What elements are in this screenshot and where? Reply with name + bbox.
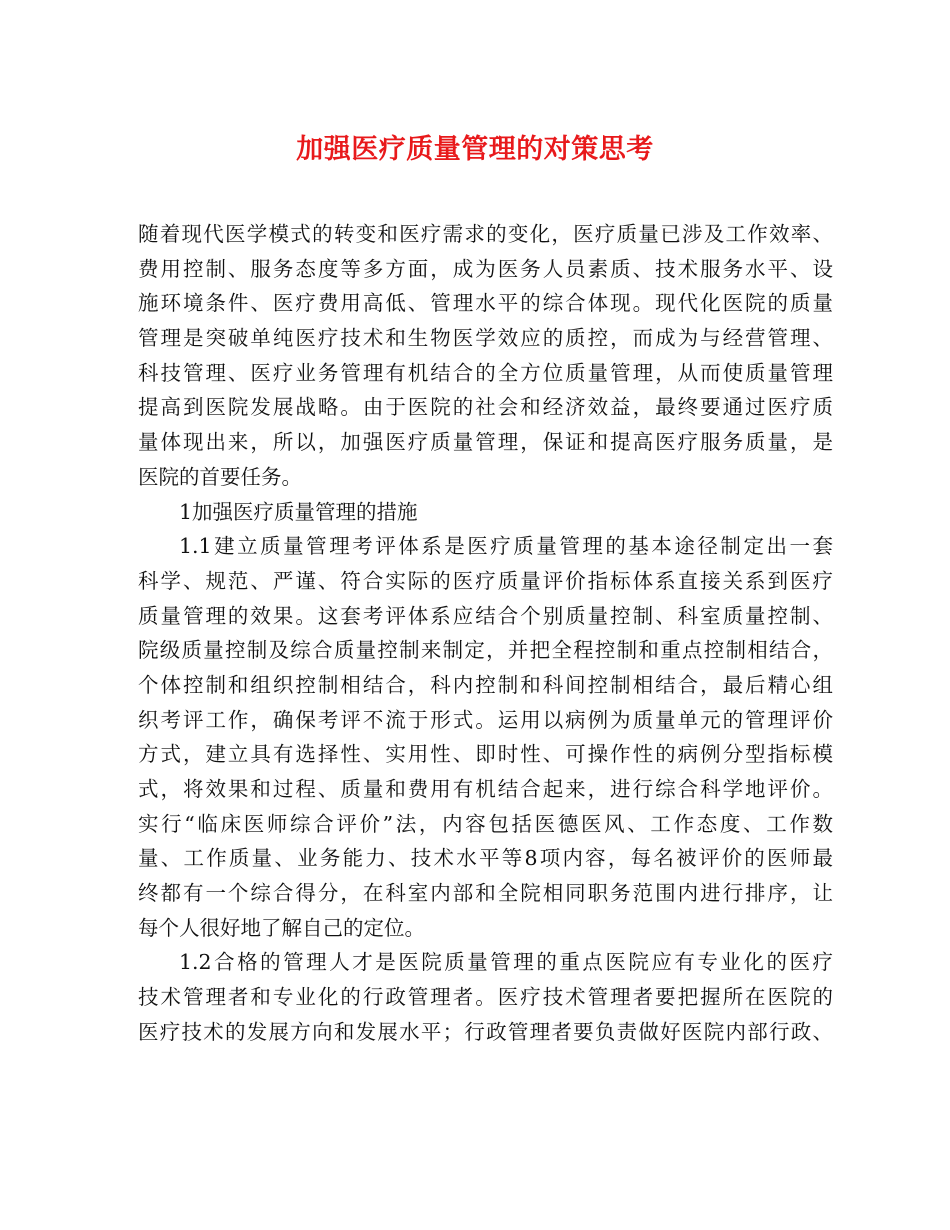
body-line: 每个人很好地了解自己的定位。	[138, 915, 425, 940]
body-line: 质量管理的效果。这套考评体系应结合个别质量控制、科室质量控制、	[138, 603, 833, 628]
body-line: 医疗技术的发展方向和发展水平；行政管理者要负责做好医院内部行政、	[138, 1019, 833, 1044]
document-title: 加强医疗质量管理的对策思考	[296, 134, 654, 165]
subsection-heading-line: 1.2合格的管理人才是医院质量管理的重点医院应有专业化的医疗	[179, 950, 833, 975]
body-line: 个体控制和组织控制相结合，科内控制和科间控制相结合，最后精心组	[138, 672, 833, 697]
body-line: 科技管理、医疗业务管理有机结合的全方位质量管理，从而使质量管理	[138, 360, 833, 385]
body-line: 随着现代医学模式的转变和医疗需求的变化，医疗质量已涉及工作效率、	[138, 222, 833, 246]
body-line: 管理是突破单纯医疗技术和生物医学效应的质控，而成为与经营管理、	[138, 326, 833, 351]
body-line: 量体现出来，所以，加强医疗质量管理，保证和提高医疗服务质量，是	[138, 430, 833, 455]
body-line: 织考评工作，确保考评不流于形式。运用以病例为质量单元的管理评价	[138, 707, 833, 732]
body-line: 提高到医院发展战略。由于医院的社会和经济效益，最终要通过医疗质	[138, 395, 833, 420]
body-line: 量、工作质量、业务能力、技术水平等8项内容，每名被评价的医师最	[138, 846, 833, 871]
body-line: 式，将效果和过程、质量和费用有机结合起来，进行综合科学地评价。	[138, 777, 833, 801]
body-line: 终都有一个综合得分，在科室内部和全院相同职务范围内进行排序，让	[138, 881, 833, 906]
body-line: 实行“临床医师综合评价”法，内容包括医德医风、工作态度、工作数	[138, 811, 833, 836]
body-line: 费用控制、服务态度等多方面，成为医务人员素质、技术服务水平、设	[138, 256, 833, 281]
section-heading: 1加强医疗质量管理的措施	[179, 499, 418, 524]
body-line: 院级质量控制及综合质量控制来制定，并把全程控制和重点控制相结合，	[138, 638, 833, 663]
document-body	[138, 217, 833, 1050]
body-line: 技术管理者和专业化的行政管理者。医疗技术管理者要把握所在医院的	[138, 985, 833, 1010]
subsection-heading-line: 1.1建立质量管理考评体系是医疗质量管理的基本途径制定出一套	[179, 534, 833, 559]
body-line: 方式，建立具有选择性、实用性、即时性、可操作性的病例分型指标模	[138, 742, 833, 767]
body-line: 医院的首要任务。	[138, 464, 302, 489]
body-line: 施环境条件、医疗费用高低、管理水平的综合体现。现代化医院的质量	[138, 291, 833, 316]
body-line: 科学、规范、严谨、符合实际的医疗质量评价指标体系直接关系到医疗	[138, 568, 833, 593]
